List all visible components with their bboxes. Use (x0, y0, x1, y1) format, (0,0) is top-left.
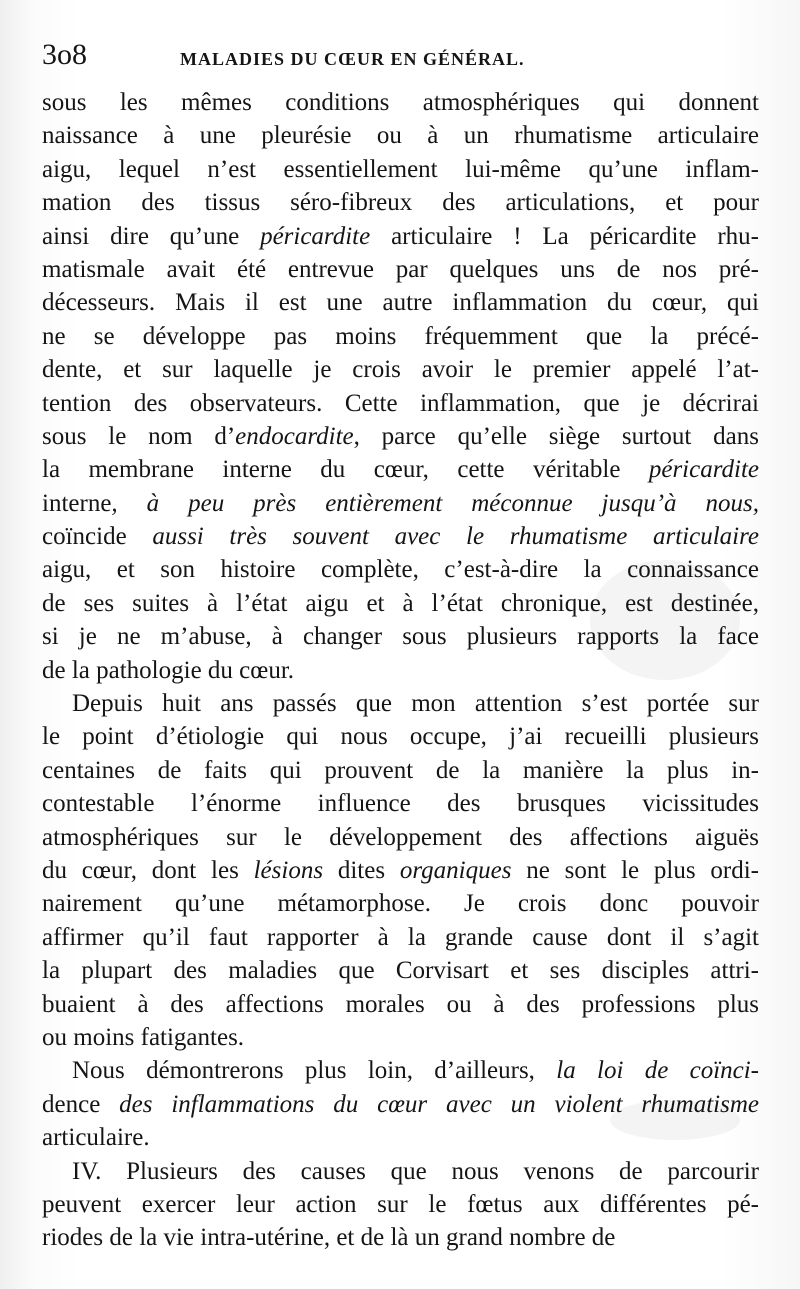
text-line (42, 186, 759, 219)
text-line (42, 821, 759, 854)
paragraph (42, 86, 759, 687)
page-number: 3o8 (42, 38, 87, 71)
text-run: Depuis huit ans passés que mon attention s’est portée sur (72, 690, 759, 718)
italic-term: péricardite (648, 456, 759, 484)
text-run: articulaire ! La péricardite rhu- (370, 222, 759, 250)
text-run: dites (323, 856, 400, 884)
text-line (42, 153, 759, 186)
text-line (42, 787, 759, 820)
text-run: la plupart des maladies que Corvisart et ses disciples attri- (42, 957, 759, 985)
text-run: interne (42, 489, 112, 517)
page-header (42, 38, 748, 78)
text-line (42, 1188, 759, 1221)
text-run: sous les mêmes conditions atmosphériques qui donnent (42, 89, 759, 116)
italic-term: lésions (253, 856, 324, 884)
text-line (42, 286, 759, 319)
text-line (42, 754, 759, 787)
text-line (42, 487, 759, 520)
text-run: atmosphériques sur le développement des affections aiguës (42, 823, 759, 851)
text-line (42, 119, 759, 152)
text-run: ne sont le plus ordi- (511, 856, 759, 884)
body-text (42, 86, 759, 1255)
text-run: dente, et sur laquelle je crois avoir le premier appelé l’at- (42, 356, 759, 384)
text-line (42, 988, 759, 1021)
text-line (42, 220, 759, 253)
italic-term: la loi de coïnci- (556, 1057, 760, 1085)
text-line (42, 687, 759, 720)
italic-term: aussi très souvent avec le rhumatisme articulaire (126, 523, 759, 551)
text-run: riodes de la vie intra-utérine, et de là un grand nombre de (42, 1224, 616, 1252)
text-run: naissance à une pleurésie ou à un rhumatisme articulaire (42, 122, 759, 150)
text-run: mation des tissus séro-fibreux des articulations, et pour (42, 189, 759, 217)
text-run: du cœur, dont les (42, 856, 254, 884)
paragraph (42, 1155, 759, 1255)
text-run: ou moins fatigantes. (42, 1023, 245, 1051)
text-line (42, 854, 759, 887)
text-line (42, 253, 759, 286)
text-run: décesseurs. Mais il est une autre inflammation du cœur, qui (42, 289, 759, 317)
text-run: aigu, et son histoire complète, c’est-à-dire la connaissance (42, 556, 759, 584)
text-line (42, 921, 759, 954)
text-line (42, 587, 759, 620)
paragraph (42, 687, 759, 1054)
text-line (42, 1121, 759, 1154)
text-run: articulaire. (42, 1124, 150, 1152)
italic-term: , à peu près entièrement méconnue jusqu’à nous, (111, 489, 759, 517)
italic-term: des inflammations du cœur avec un violent rhumatisme (100, 1090, 759, 1118)
text-run: tention des observateurs. Cette inflammation, que je décrirai (42, 389, 759, 417)
text-line (42, 620, 759, 653)
text-line (42, 1155, 759, 1188)
text-line (42, 1054, 759, 1087)
text-line (42, 887, 759, 920)
text-line (42, 420, 759, 453)
running-title: MALADIES DU CŒUR EN GÉNÉRAL. (180, 49, 525, 69)
paragraph (42, 1054, 759, 1154)
text-run: dence (42, 1090, 101, 1118)
text-run: Nous démontrerons plus loin, d’ailleurs, (72, 1057, 557, 1085)
text-run: si je ne m’abuse, à changer sous plusieurs rapports la face (42, 623, 759, 651)
text-line (42, 720, 759, 753)
text-line (42, 1021, 759, 1054)
text-run: de ses suites à l’état aigu et à l’état chronique, est destinée, (42, 589, 759, 617)
text-run: contestable l’énorme influence des brusques vicissitudes (42, 790, 759, 818)
text-line (42, 387, 759, 420)
italic-term: endocardite (235, 422, 354, 450)
text-run: , parce qu’elle siège surtout dans (353, 422, 759, 450)
italic-term: organiques (399, 856, 512, 884)
text-run: aigu, lequel n’est essentiellement lui-même qu’une inflam- (42, 155, 759, 183)
text-line (42, 353, 759, 386)
text-run: le point d’étiologie qui nous occupe, j’ai recueilli plusieurs (42, 723, 759, 751)
text-line (42, 553, 759, 586)
text-run: centaines de faits qui prouvent de la manière la plus in- (42, 756, 759, 784)
text-run: nairement qu’une métamorphose. Je crois donc pouvoir (42, 890, 759, 918)
text-run: sous le nom d’ (42, 422, 236, 450)
text-run: IV. Plusieurs des causes que nous venons de parcourir (72, 1157, 759, 1185)
text-line (42, 1221, 759, 1254)
text-line (42, 453, 759, 486)
text-run: matismale avait été entrevue par quelques uns de nos pré- (42, 255, 759, 283)
text-line (42, 654, 759, 687)
text-line (42, 1088, 759, 1121)
text-line (42, 86, 759, 119)
text-line (42, 520, 759, 553)
text-run: la membrane interne du cœur, cette véritable (42, 456, 649, 484)
italic-term: péricardite (260, 222, 371, 250)
text-run: buaient à des affections morales ou à des professions plus (42, 990, 759, 1018)
text-run: affirmer qu’il faut rapporter à la grande cause dont il s’agit (42, 923, 759, 951)
text-line (42, 320, 759, 353)
text-run: de la pathologie du cœur. (42, 656, 295, 684)
text-run: peuvent exercer leur action sur le fœtus aux différentes pé- (42, 1190, 759, 1218)
text-run: ainsi dire qu’une (42, 222, 261, 250)
text-run: coïncide (42, 523, 127, 551)
text-line (42, 954, 759, 987)
text-run: ne se développe pas moins fréquemment que la précé- (42, 322, 759, 350)
